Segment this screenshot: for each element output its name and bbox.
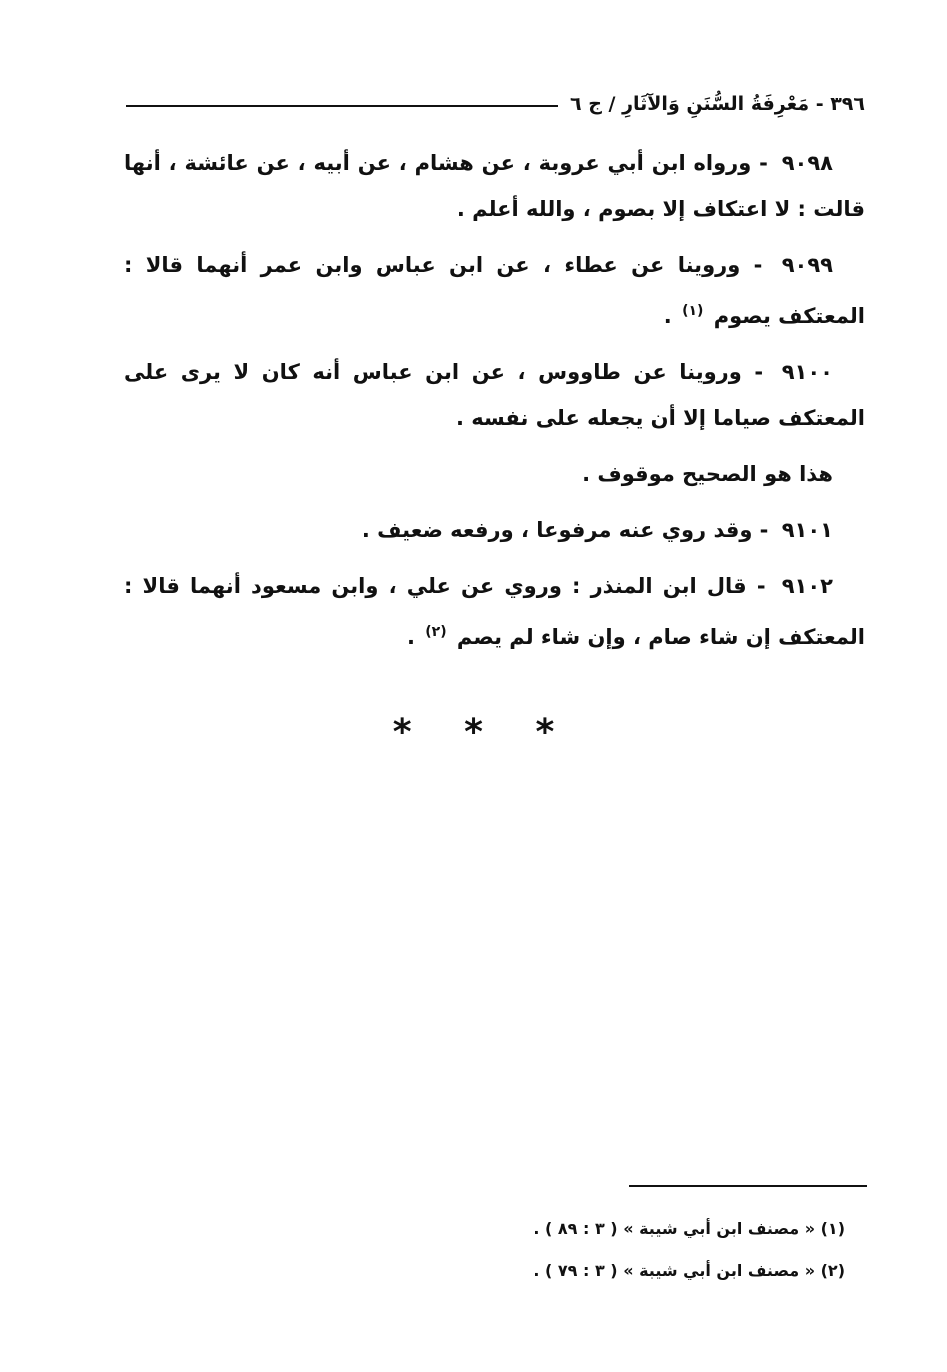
header-rule — [126, 105, 558, 107]
paragraph-comment — [124, 451, 865, 497]
paragraph-9098 — [124, 140, 865, 232]
paragraph-number: ٩١٠٢ — [781, 574, 834, 598]
section-separator: * * * — [392, 712, 555, 753]
footnotes — [300, 1208, 845, 1292]
paragraph-text: - وروينا عن عطاء ، عن ابن عباس وابن عمر أنهما قالا : المعتكف يصوم — [124, 253, 865, 328]
paragraph-text: - قال ابن المنذر : وروي عن علي ، وابن مسعود أنهما قالا : المعتكف إن شاء صام ، وإن شاء لم يصم — [124, 574, 865, 649]
page-header — [126, 84, 865, 124]
paragraph-number: ٩٠٩٨ — [781, 151, 834, 175]
main-text — [124, 140, 865, 670]
paragraph-text: - وقد روي عنه مرفوعا ، ورفعه ضعيف . — [361, 518, 769, 542]
paragraph-number: ٩٠٩٩ — [781, 253, 834, 277]
paragraph-number: ٩١٠٠ — [781, 360, 833, 384]
paragraph-9101 — [124, 507, 865, 553]
paragraph-end: . — [663, 304, 672, 328]
paragraph-text: - وروينا عن طاووس ، عن ابن عباس أنه كان لا يرى على المعتكف صياما إلا أن يجعله على نفسه . — [124, 360, 865, 430]
paragraph-end: . — [406, 625, 415, 649]
page-header-title: ٣٩٦ - مَعْرِفَةُ السُّنَنِ وَالآثَارِ / ج ٦ — [569, 93, 865, 115]
paragraph-9102 — [124, 563, 865, 660]
paragraph-number: ٩١٠١ — [781, 518, 833, 542]
paragraph-9100 — [124, 349, 865, 441]
footnote-1: (١) « مصنف ابن أبي شيبة » ( ٣ : ٨٩ ) . — [533, 1219, 845, 1238]
paragraph-text: - ورواه ابن أبي عروبة ، عن هشام ، عن أبيه ، عن عائشة ، أنها قالت : لا اعتكاف إلا بصوم ، والله أعلم . — [124, 151, 865, 221]
footnote-ref[interactable]: (١) — [682, 303, 704, 319]
footnote-rule — [629, 1185, 867, 1187]
footnote-ref[interactable]: (٢) — [425, 624, 447, 640]
paragraph-9099 — [124, 242, 865, 339]
paragraph-text: هذا هو الصحيح موقوف . — [582, 462, 833, 486]
footnote-2: (٢) « مصنف ابن أبي شيبة » ( ٣ : ٧٩ ) . — [533, 1261, 845, 1280]
